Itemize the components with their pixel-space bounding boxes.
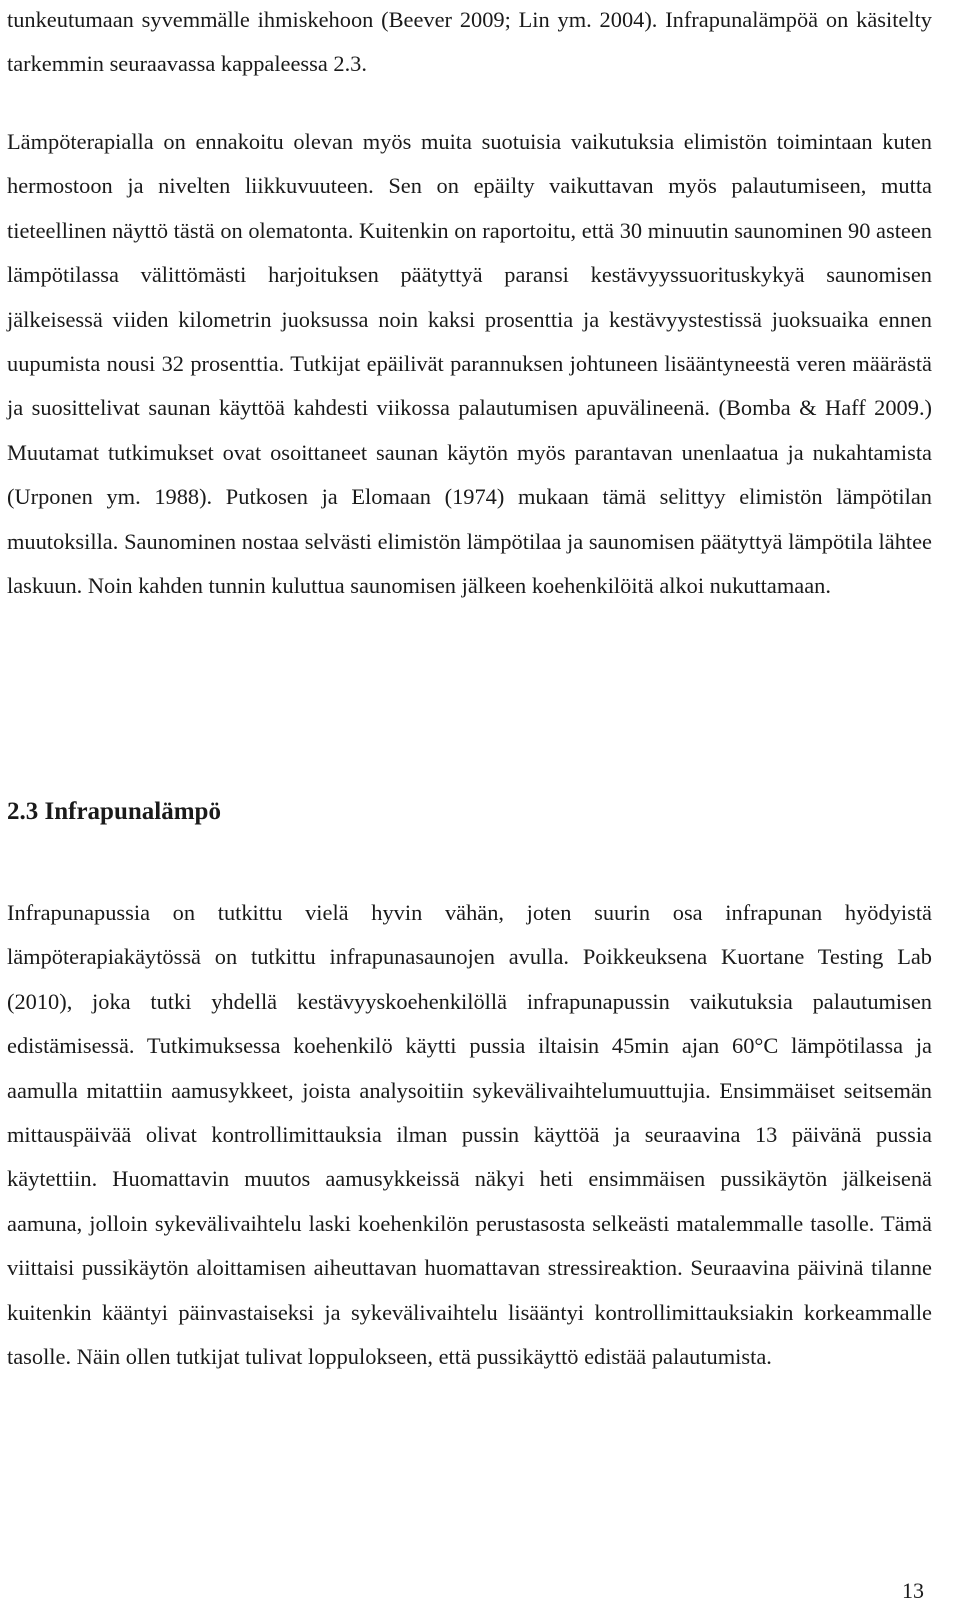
page-number: 13	[902, 1578, 924, 1603]
paragraph-infrared: Infrapunapussia on tutkittu vielä hyvin vähän, joten suurin osa infrapunan hyödyistä lämpöterapiakäytössä on tutkittu infrapunasaunojen avulla. Poikkeuksena Kuortane Testing Lab (2010), joka tutki yhdellä kestävyyskoehenkilöllä infrapunapussin vaikutuksia palautumisen edistämisessä. Tutkimuksessa koehenkilö käytti pussia iltaisin 45min ajan 60°C lämpötilassa ja aamulla mitattiin aamusykkeet, joista analysoitiin sykevälivaihtelumuuttujia. Ensimmäiset seitsemän mittauspäivää olivat kontrollimittauksia ilman pussin käyttöä ja seuraavina 13 päivänä pussia käytettiin. Huomattavin muutos aamusykkeissä näkyi heti ensimmäisen pussikäytön jälkeisenä aamuna, jolloin sykevälivaihtelu laski koehenkilön perustasosta selkeästi matalemmalle tasolle. Tämä viittaisi pussikäytön aloittamisen aiheuttavan huomattavan stressireaktion. Seuraavina päivinä tilanne kuitenkin kääntyi päinvastaiseksi ja sykevälivaihtelu lisääntyi kontrollimittauksiakin korkeammalle tasolle. Näin ollen tutkijat tulivat loppulokseen, että pussikäyttö edistää palautumista.	[7, 900, 932, 1370]
section-heading: 2.3 Infrapunalämpö	[7, 798, 221, 825]
paragraph-sauna-effects: Lämpöterapialla on ennakoitu olevan myös muita suotuisia vaikutuksia elimistön toimintaan kuten hermostoon ja nivelten liikkuvuuteen. Sen on epäilty vaikuttavan myös palautumiseen, mutta tieteellinen näyttö tästä on olematonta. Kuitenkin on raportoitu, että 30 minuutin saunominen 90 asteen lämpötilassa välittömästi harjoituksen päätyttyä paransi kestävyyssuorituskykyä saunomisen jälkeisessä viiden kilometrin juoksussa noin kaksi prosenttia ja kestävyystestissä juoksuaika ennen uupumista nousi 32 prosenttia. Tutkijat epäilivät parannuksen johtuneen lisääntyneestä veren määrästä ja suosittelivat saunan käyttöä kahdesti viikossa palautumisen apuvälineenä. (Bomba & Haff 2009.) Muutamat tutkimukset ovat osoittaneet saunan käytön myös parantavan unenlaatua ja nukahtamista (Urponen ym. 1988). Putkosen ja Elomaan (1974) mukaan tämä selittyy elimistön lämpötilan muutoksilla. Saunominen nostaa selvästi elimistön lämpötilaa ja saunomisen päätyttyä lämpötila lähtee laskuun. Noin kahden tunnin kuluttua saunomisen jälkeen koehenkilöitä alkoi nukuttamaan.	[7, 129, 932, 599]
paragraph-continuation: tunkeutumaan syvemmälle ihmiskehoon (Beever 2009; Lin ym. 2004). Infrapunalämpöä on käsitelty tarkemmin seuraavassa kappaleessa 2.3.	[7, 7, 932, 77]
